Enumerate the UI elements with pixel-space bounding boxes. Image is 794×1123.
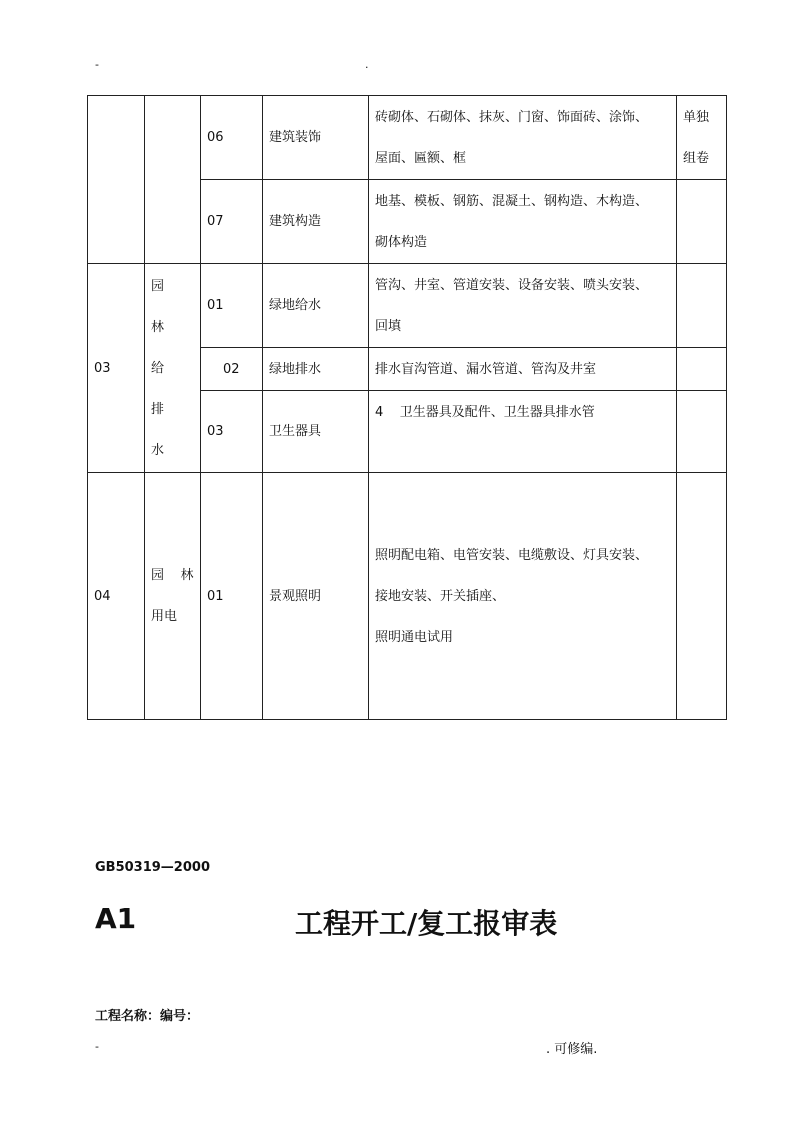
item-note [677, 180, 727, 264]
item-name: 绿地排水 [263, 348, 369, 391]
header-dot: . [365, 58, 369, 71]
item-name: 建筑构造 [263, 180, 369, 264]
footer-dash: - [95, 1040, 99, 1053]
item-note [677, 473, 727, 720]
group-name-cell [145, 96, 201, 264]
item-note: 单独 组卷 [677, 96, 727, 180]
item-description: 砖砌体、石砌体、抹灰、门窗、饰面砖、涂饰、 屋面、匾额、框 [369, 96, 677, 180]
item-code: 02 [201, 348, 263, 391]
item-note [677, 264, 727, 348]
group-code: 04 [88, 473, 145, 720]
footer-note: . 可修编. [546, 1042, 598, 1057]
item-description: 照明配电箱、电管安装、电缆敷设、灯具安装、 接地安装、开关插座、 照明通电试用 [369, 473, 677, 720]
standard-number: GB50319—2000 [95, 860, 210, 875]
group-code-cell [88, 96, 145, 264]
item-name: 建筑装饰 [263, 96, 369, 180]
item-description: 地基、模板、钢筋、混凝土、钢构造、木构造、 砌体构造 [369, 180, 677, 264]
item-name: 绿地给水 [263, 264, 369, 348]
item-note [677, 348, 727, 391]
item-name: 景观照明 [263, 473, 369, 720]
item-code: 06 [201, 96, 263, 180]
item-note [677, 391, 727, 473]
item-code: 01 [201, 473, 263, 720]
classification-table [87, 95, 727, 720]
group-name: 园 林 给 排 水 [145, 264, 201, 473]
form-code: A1 [95, 902, 137, 935]
header-dash: - [95, 58, 99, 71]
item-code: 07 [201, 180, 263, 264]
form-title: 工程开工/复工报审表 [295, 907, 558, 940]
project-name-label: 工程名称：编号： [95, 1009, 200, 1024]
item-description: 管沟、井室、管道安装、设备安装、喷头安装、 回填 [369, 264, 677, 348]
group-code: 03 [88, 264, 145, 473]
item-code: 03 [201, 391, 263, 473]
item-name: 卫生器具 [263, 391, 369, 473]
item-code: 01 [201, 264, 263, 348]
table-row [88, 473, 727, 720]
item-description: 4 卫生器具及配件、卫生器具排水管 [369, 391, 677, 473]
table-row [88, 96, 727, 180]
table-row [88, 264, 727, 348]
group-name: 园 林 用电 [145, 473, 201, 720]
item-description: 排水盲沟管道、漏水管道、管沟及井室 [369, 348, 677, 391]
